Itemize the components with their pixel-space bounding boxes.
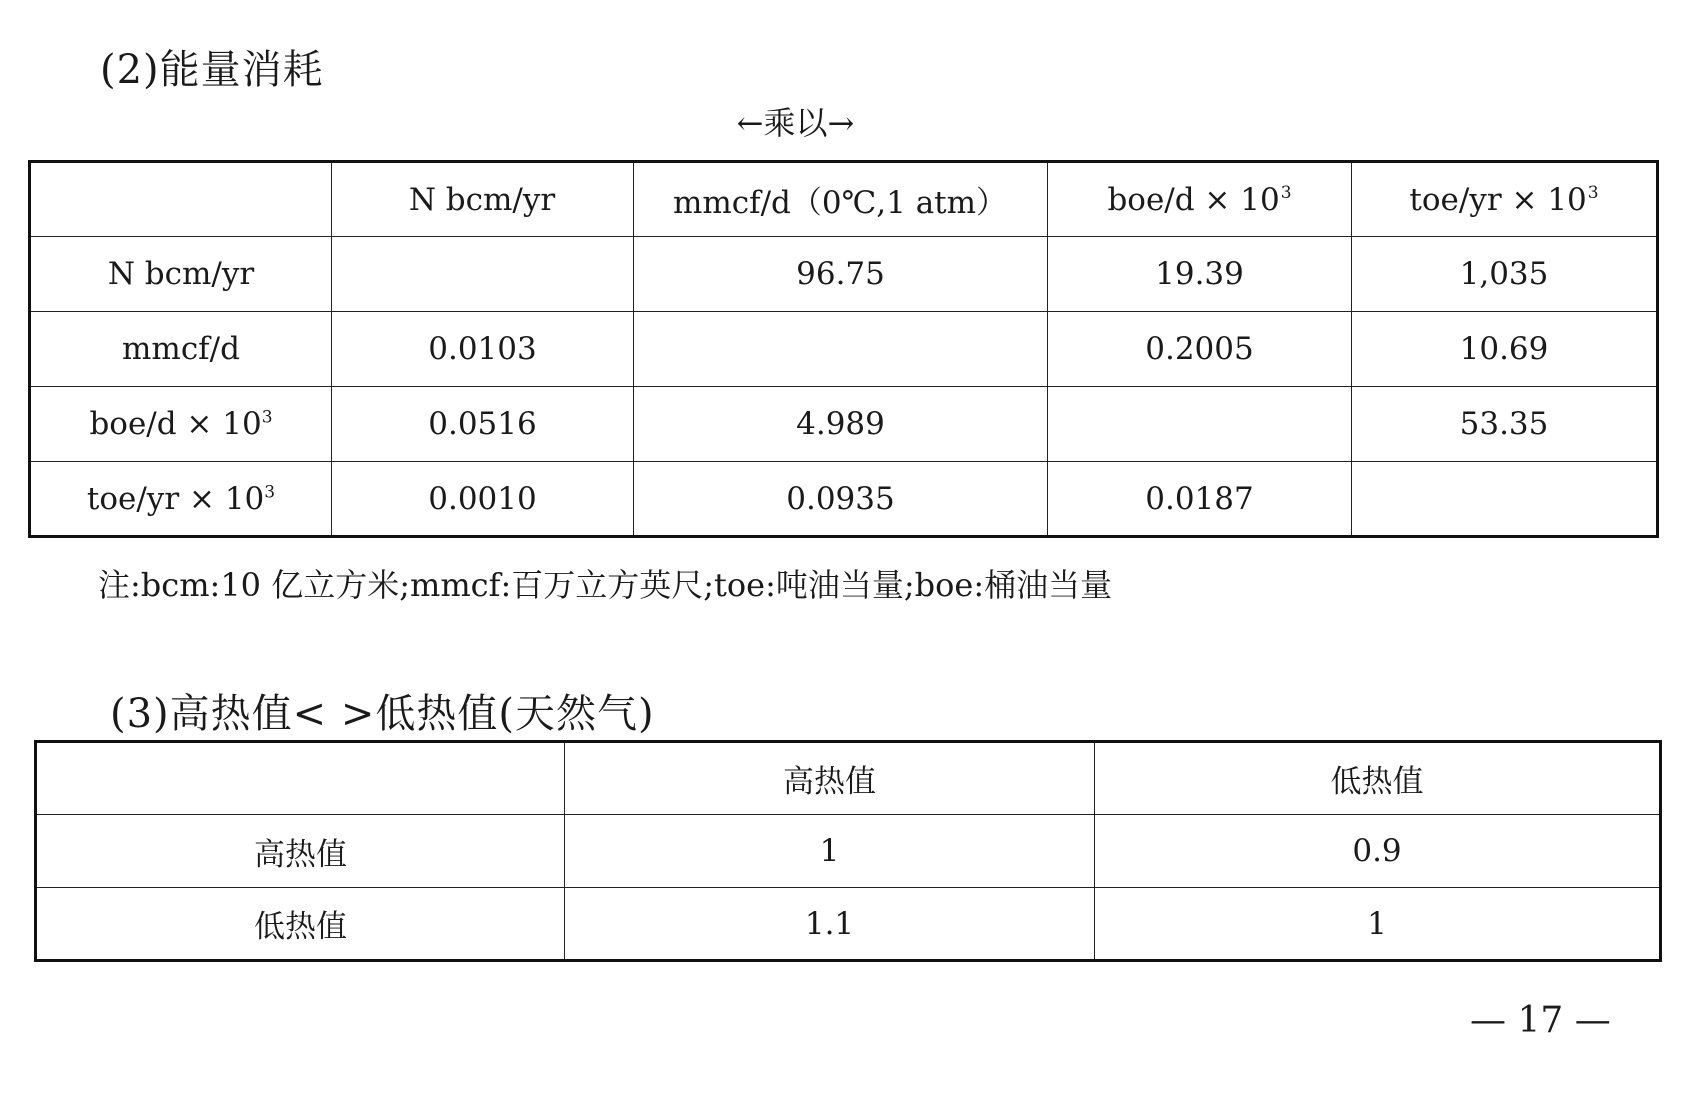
row-label-cell: 低热值 <box>36 888 565 961</box>
table-header-cell: 高热值 <box>565 742 1095 815</box>
table-header-cell: $boe/d \times 10^3$ <box>1048 162 1352 237</box>
table-cell: 10.69 <box>1352 312 1658 387</box>
table-cell: 0.0935 <box>634 462 1048 537</box>
table-cell: 4.989 <box>634 387 1048 462</box>
table-cell: 1 <box>1095 888 1661 961</box>
table-row <box>36 815 1661 888</box>
table-header-cell <box>36 742 565 815</box>
energy-conversion-table <box>28 160 1659 538</box>
table-cell: 1.1 <box>565 888 1095 961</box>
table-header-cell: mmcf/d（0℃,1 atm） <box>634 162 1048 237</box>
table-cell: 0.0187 <box>1048 462 1352 537</box>
table-cell <box>1352 462 1658 537</box>
multiply-label: ←乘以→ <box>736 104 855 142</box>
table-header-cell: N bcm/yr <box>332 162 634 237</box>
table-row <box>30 312 1658 387</box>
table-cell: 1,035 <box>1352 237 1658 312</box>
footnote: 注:bcm:10 亿立方米;mmcf:百万立方英尺;toe:吨油当量;boe:桶油当量 <box>98 566 1113 604</box>
table-header-row <box>30 162 1658 237</box>
page-number: — 17 — <box>1470 1000 1611 1041</box>
table-header-cell: $toe/yr \times 10^3$ <box>1352 162 1658 237</box>
table-header-cell: 低热值 <box>1095 742 1661 815</box>
table-cell: 0.0010 <box>332 462 634 537</box>
table-cell: 96.75 <box>634 237 1048 312</box>
row-label-cell: 高热值 <box>36 815 565 888</box>
table-cell: 19.39 <box>1048 237 1352 312</box>
heating-value-table <box>34 740 1662 962</box>
table-cell <box>332 237 634 312</box>
table-cell <box>1048 387 1352 462</box>
table-header-row <box>36 742 1661 815</box>
table-row <box>36 888 1661 961</box>
table-cell: 0.0516 <box>332 387 634 462</box>
row-label-cell: $boe/d \times 10^3$ <box>30 387 332 462</box>
table-cell: 0.9 <box>1095 815 1661 888</box>
table-cell: 0.0103 <box>332 312 634 387</box>
table-header-cell <box>30 162 332 237</box>
heat-section-title: (3)高热值< >低热值(天然气) <box>110 691 655 737</box>
table-cell: 53.35 <box>1352 387 1658 462</box>
table-cell <box>634 312 1048 387</box>
table-row <box>30 237 1658 312</box>
energy-section-title: (2)能量消耗 <box>100 47 324 93</box>
table-row <box>30 462 1658 537</box>
table-cell: 0.2005 <box>1048 312 1352 387</box>
row-label-cell: $toe/yr \times 10^3$ <box>30 462 332 537</box>
row-label-cell: N bcm/yr <box>30 237 332 312</box>
row-label-cell: mmcf/d <box>30 312 332 387</box>
table-cell: 1 <box>565 815 1095 888</box>
table-row <box>30 387 1658 462</box>
